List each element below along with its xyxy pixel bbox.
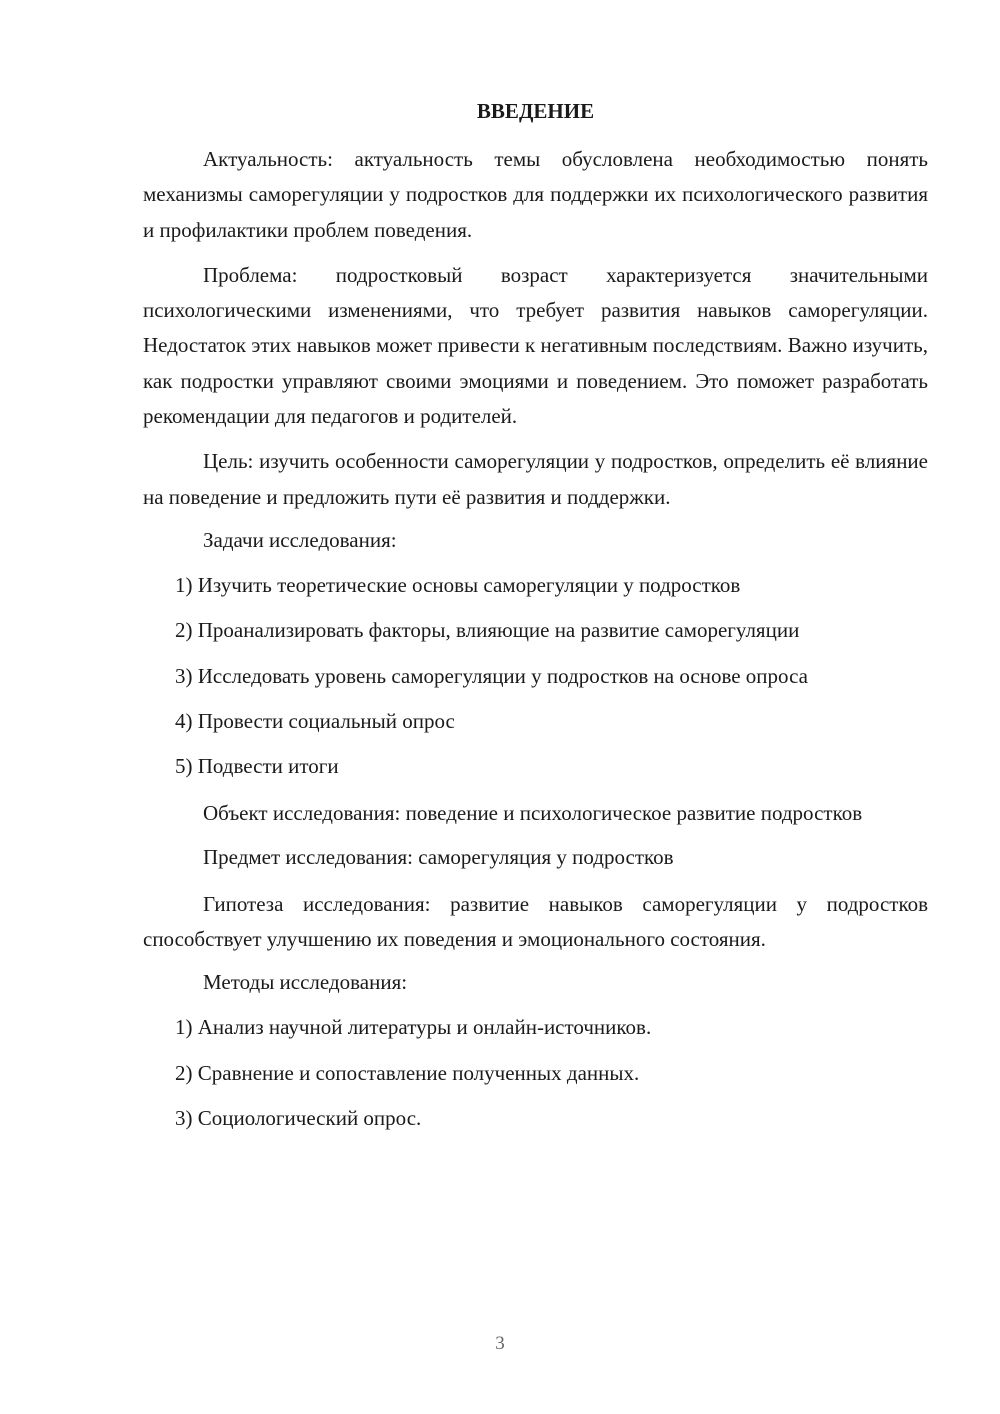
list-item: 4) Провести социальный опрос (175, 708, 455, 733)
goal-paragraph: Цель: изучить особенности саморегуляции у подростков, определить её влияние на поведение и предложить пути её развития и поддержки. (143, 449, 928, 509)
section-title: ВВЕДЕНИЕ (476, 99, 595, 123)
subject-paragraph: Предмет исследования: саморегуляция у подростков (203, 844, 674, 869)
relevance-paragraph: Актуальность: актуальность темы обусловлена необходимостью понять механизмы саморегуляции у подростков для поддержки их психологического развития и профилактики проблем поведения. (143, 147, 928, 242)
hypothesis-paragraph: Гипотеза исследования: развитие навыков саморегуляции у подростков способствует улучшению их поведения и эмоционального состояния. (143, 891, 928, 952)
page-number: 3 (495, 1333, 505, 1354)
list-item: 2) Сравнение и сопоставление полученных данных. (175, 1060, 640, 1085)
tasks-heading: Задачи исследования: (203, 527, 397, 552)
list-item: 2) Проанализировать факторы, влияющие на развитие саморегуляции (175, 618, 800, 643)
methods-heading: Методы исследования: (203, 970, 408, 995)
problem-paragraph: Проблема: подростковый возраст характеризуется значительными психологическими изменениями, что требует развития навыков саморегуляции. Недостаток этих навыков может привести к негативным последствиям. Важно изучить, как подростки управляют своими эмоциями и поведением. Это поможет разработать рекомендации для педагогов и родителей. (143, 262, 928, 429)
list-item: 3) Исследовать уровень саморегуляции у подростков на основе опроса (175, 663, 808, 688)
methods-list (143, 1012, 928, 1133)
tasks-list (143, 570, 928, 781)
list-item: 3) Социологический опрос. (175, 1105, 422, 1130)
list-item: 1) Изучить теоретические основы саморегуляции у подростков (175, 572, 741, 597)
list-item: 1) Анализ научной литературы и онлайн-источников. (175, 1015, 652, 1040)
object-paragraph: Объект исследования: поведение и психологическое развитие подростков (203, 801, 863, 826)
list-item: 5) Подвести итоги (175, 754, 339, 779)
